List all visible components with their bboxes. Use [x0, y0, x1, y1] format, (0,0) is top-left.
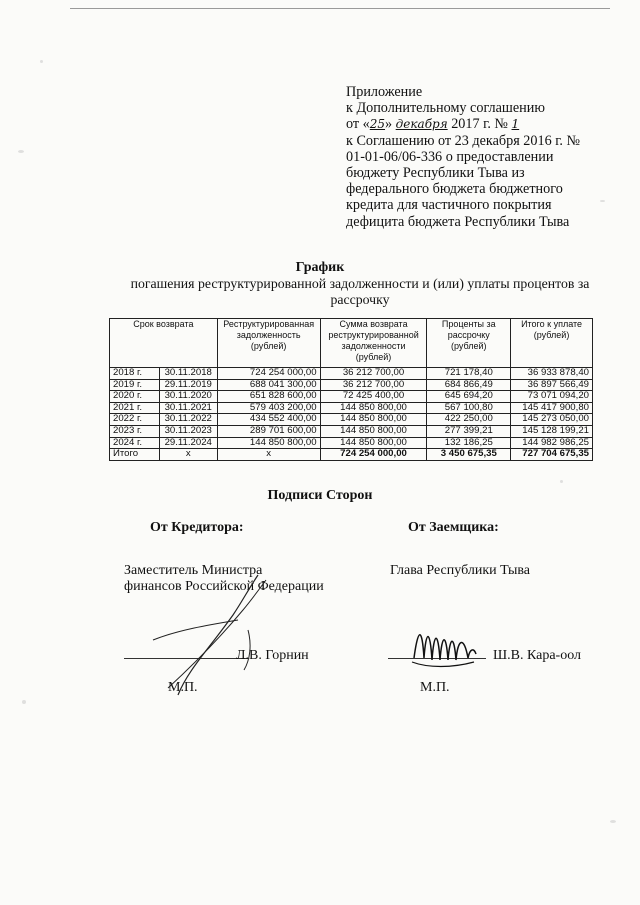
cell-interest: 277 399,21 — [427, 425, 511, 437]
schedule-title: График — [295, 260, 345, 275]
cell-repay: 144 850 800,00 — [320, 414, 427, 426]
cell-interest: 645 694,20 — [427, 391, 511, 403]
header-interest: Проценты за рассрочку (рублей) — [427, 319, 511, 368]
cell-total-interest: 3 450 675,35 — [427, 449, 511, 461]
table-row — [110, 379, 593, 391]
cell-debt: 434 552 400,00 — [217, 414, 320, 426]
appendix-date-line: от «25» декабря 2017 г. № 1 — [346, 116, 520, 133]
cell-date: 29.11.2019 — [159, 379, 217, 391]
cell-date: 30.11.2021 — [159, 402, 217, 414]
cell-date: 30.11.2022 — [159, 414, 217, 426]
cell-total: 73 071 094,20 — [511, 391, 593, 403]
appendix-label: Приложение — [346, 84, 423, 100]
header-repayment: Сумма возврата реструктурированной задолженности (рублей) — [320, 319, 427, 368]
cell-repay: 36 212 700,00 — [320, 379, 427, 391]
header-restructured: Реструктурированная задолженность (рублей) — [217, 319, 320, 368]
cell-year: 2021 г. — [110, 402, 160, 414]
appendix-line-5: 01-01-06/06-336 о предоставлении — [346, 148, 554, 165]
cell-total: 36 897 566,49 — [511, 379, 593, 391]
borrower-position: Глава Республики Тыва — [390, 563, 531, 578]
table-row — [110, 391, 593, 403]
table-row — [110, 402, 593, 414]
cell-year: 2023 г. — [110, 425, 160, 437]
cell-repay: 144 850 800,00 — [320, 437, 427, 449]
cell-debt: 688 041 300,00 — [217, 379, 320, 391]
cell-year: 2022 г. — [110, 414, 160, 426]
borrower-signature — [408, 618, 480, 674]
lender-name: Л.В. Горнин — [236, 648, 309, 663]
cell-year: 2019 г. — [110, 379, 160, 391]
appendix-line-8: кредита для частичного покрытия — [346, 197, 552, 214]
cell-repay: 72 425 400,00 — [320, 391, 427, 403]
cell-debt: 289 701 600,00 — [217, 425, 320, 437]
lender-stamp-place: М.П. — [168, 680, 198, 695]
cell-repay: 144 850 800,00 — [320, 425, 427, 437]
table-row — [110, 425, 593, 437]
cell-debt: 579 403 200,00 — [217, 402, 320, 414]
borrower-name: Ш.В. Кара-оол — [493, 648, 582, 663]
cell-date: 30.11.2023 — [159, 425, 217, 437]
borrower-heading: От Заемщика: — [408, 520, 499, 535]
cell-total: 144 982 986,25 — [511, 437, 593, 449]
handwritten-number: 1 — [511, 117, 520, 132]
appendix-header — [346, 84, 606, 230]
cell-total: 145 417 900,80 — [511, 402, 593, 414]
borrower-stamp-place: М.П. — [420, 680, 450, 695]
appendix-agreement-ref: к Дополнительному соглашению — [346, 100, 545, 117]
appendix-line-6: бюджету Республики Тыва из — [346, 165, 525, 182]
cell-year: 2020 г. — [110, 391, 160, 403]
appendix-line-7: федерального бюджета бюджетного — [346, 181, 563, 198]
table-row — [110, 414, 593, 426]
table-row — [110, 437, 593, 449]
cell-total-date: х — [159, 449, 217, 461]
cell-interest: 422 250,00 — [427, 414, 511, 426]
cell-total-label: Итого — [110, 449, 160, 461]
appendix-line-4: к Соглашению от 23 декабря 2016 г. № — [346, 132, 581, 149]
cell-total: 145 128 199,21 — [511, 425, 593, 437]
scan-edge-line — [70, 8, 610, 9]
cell-interest: 567 100,80 — [427, 402, 511, 414]
repayment-schedule-table — [109, 318, 593, 461]
cell-year: 2018 г. — [110, 368, 160, 380]
lender-position: Заместитель Министра финансов Российской Федерации — [124, 563, 324, 594]
handwritten-month: декабря — [395, 117, 448, 132]
cell-total: 36 933 878,40 — [511, 368, 593, 380]
cell-debt: 651 828 600,00 — [217, 391, 320, 403]
cell-total: 145 273 050,00 — [511, 414, 593, 426]
cell-repay: 144 850 800,00 — [320, 402, 427, 414]
lender-heading: От Кредитора: — [150, 520, 244, 535]
signatures-heading: Подписи Сторон — [267, 488, 373, 503]
cell-total-sum: 727 704 675,35 — [511, 449, 593, 461]
table-row — [110, 368, 593, 380]
table-header-row — [110, 319, 593, 368]
cell-date: 29.11.2024 — [159, 437, 217, 449]
cell-date: 30.11.2020 — [159, 391, 217, 403]
cell-interest: 132 186,25 — [427, 437, 511, 449]
cell-date: 30.11.2018 — [159, 368, 217, 380]
cell-debt: 144 850 800,00 — [217, 437, 320, 449]
cell-interest: 684 866,49 — [427, 379, 511, 391]
cell-year: 2024 г. — [110, 437, 160, 449]
cell-total-debt: х — [217, 449, 320, 461]
schedule-subtitle: погашения реструктурированной задолженности и (или) уплаты процентов за рассрочку — [130, 276, 590, 307]
header-term: Срок возврата — [110, 319, 218, 368]
cell-repay: 36 212 700,00 — [320, 368, 427, 380]
cell-total-repay: 724 254 000,00 — [320, 449, 427, 461]
header-total: Итого к уплате (рублей) — [511, 319, 593, 368]
cell-interest: 721 178,40 — [427, 368, 511, 380]
appendix-line-9: дефицита бюджета Республики Тыва — [346, 213, 570, 230]
table-total-row — [110, 449, 593, 461]
handwritten-day: 25 — [369, 117, 386, 132]
cell-debt: 724 254 000,00 — [217, 368, 320, 380]
